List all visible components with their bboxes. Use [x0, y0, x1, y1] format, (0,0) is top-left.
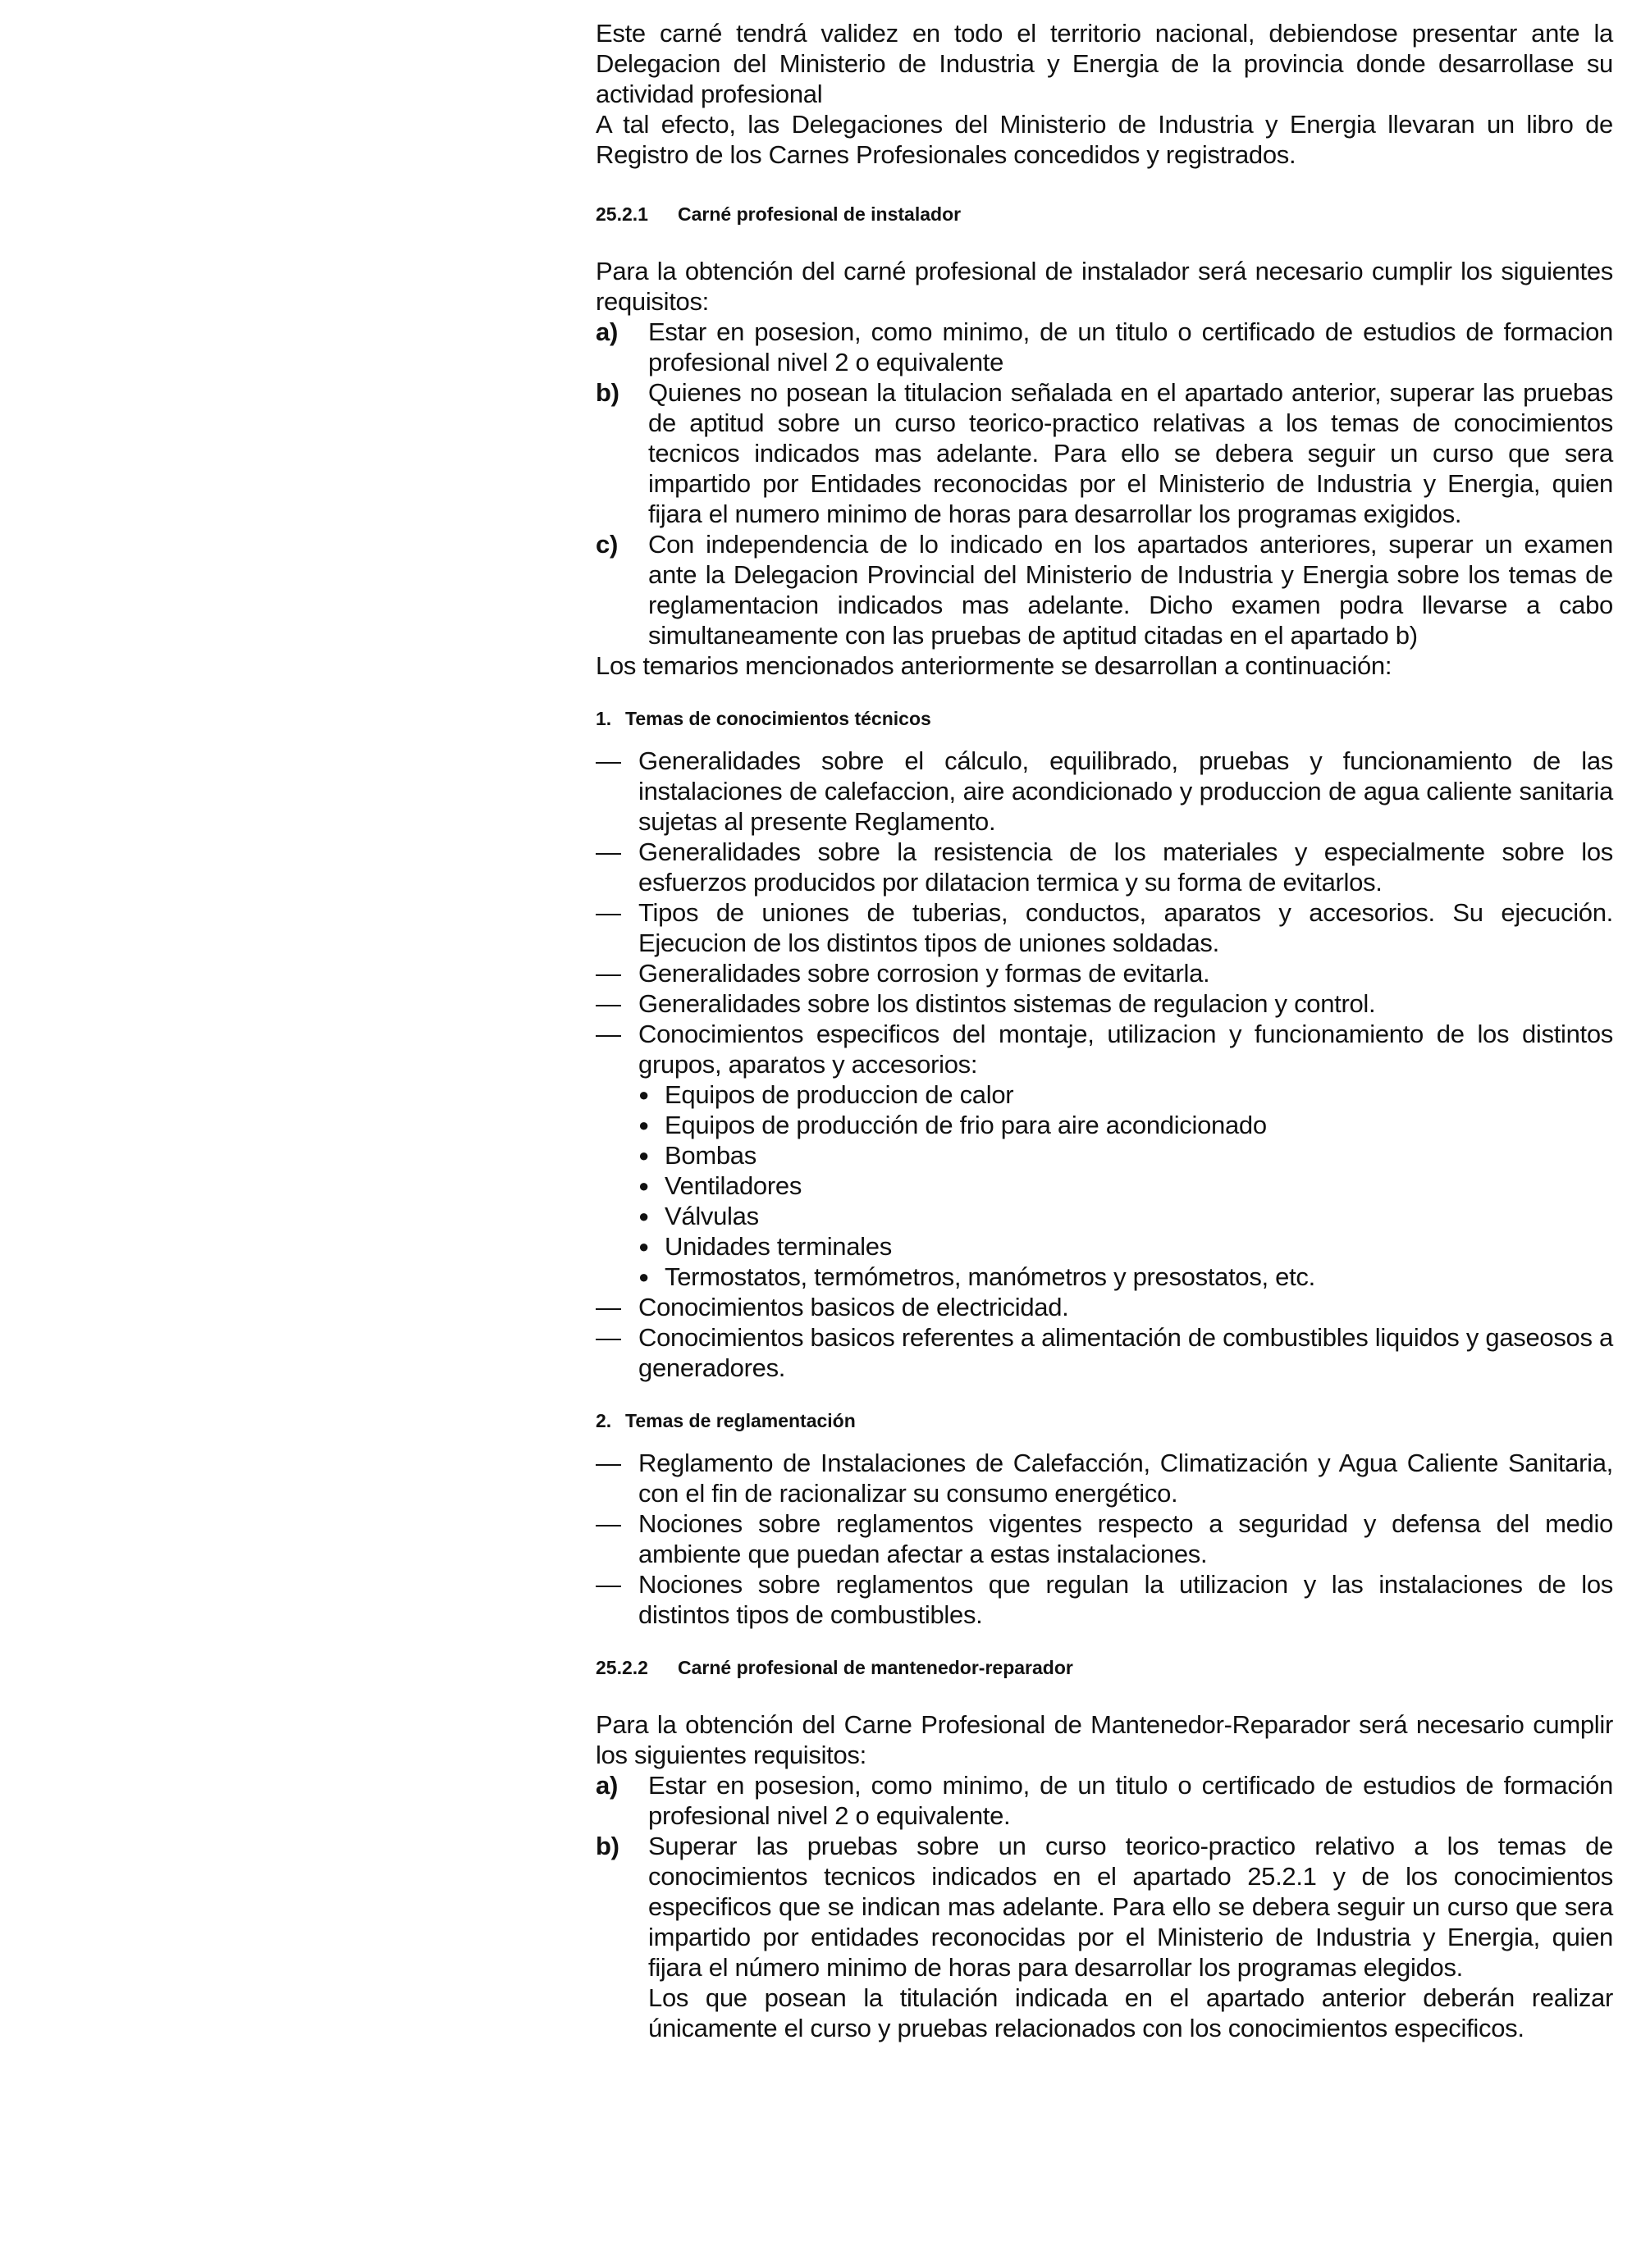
bullet-item [638, 1079, 1613, 1110]
item-text: Tipos de uniones de tuberias, conductos, aparatos y accesorios. Su ejecución. Ejecucion de los distintos tipos de uniones soldadas. [638, 898, 1613, 957]
lead-paragraph: Para la obtención del Carne Profesional de Mantenedor-Reparador será necesario cumplir los siguientes requisitos: [596, 1710, 1613, 1769]
item-text: Nociones sobre reglamentos que regulan la utilizacion y las instalaciones de los distintos tipos de combustibles. [638, 1570, 1613, 1629]
dash-marker: — [596, 898, 621, 927]
section-number: 25.2.1 [596, 203, 648, 225]
item-text: Unidades terminales [665, 1232, 892, 1261]
bullet-icon: ● [638, 1115, 649, 1135]
item-label: b) [596, 378, 619, 407]
dash-marker: — [596, 1449, 621, 1477]
item-text: Conocimientos especificos del montaje, utilizacion y funcionamiento de los distintos grupos, aparatos y accesorios: [638, 1020, 1613, 1079]
item-text: Generalidades sobre el cálculo, equilibrado, pruebas y funcionamiento de las instalaciones de calefaccion, aire acondicionado y produccion de agua caliente sanitaria sujetas al presente Reglamento. [638, 746, 1613, 836]
note-paragraph: Los que posean la titulación indicada en el apartado anterior deberán realizar únicamente el curso y pruebas relacionados con los conocimientos especificos. [648, 1983, 1613, 2042]
intro-paragraph: A tal efecto, las Delegaciones del Ministerio de Industria y Energia llevaran un libro de Registro de los Carnes Profesionales concedidos y registrados. [596, 110, 1613, 169]
bullet-item [638, 1231, 1613, 1262]
item-text: Con independencia de lo indicado en los apartados anteriores, superar un examen ante la Delegacion Provincial del Ministerio de Industria y Energia sobre los temas de reglamentacion indicados mas adelante. Dicho examen podra llevarse a cabo simultaneamente con las pruebas de aptitud citadas en el apartado b) [648, 530, 1613, 650]
topic-title: Temas de conocimientos técnicos [625, 708, 931, 729]
bullet-item [638, 1110, 1613, 1140]
topic-heading-1 [596, 704, 1613, 734]
dash-list-item [596, 746, 1613, 837]
section-heading-25-2-2 [596, 1653, 1613, 1683]
dash-marker: — [596, 1509, 621, 1538]
dash-marker: — [596, 746, 621, 775]
dash-list-item [596, 1292, 1613, 1322]
item-label: a) [596, 1771, 618, 1800]
section-title: Carné profesional de instalador [678, 203, 962, 225]
item-label: b) [596, 1832, 619, 1860]
item-text: Generalidades sobre los distintos sistemas de regulacion y control. [638, 989, 1376, 1018]
section-number: 25.2.2 [596, 1657, 648, 1678]
item-label: a) [596, 317, 618, 346]
bullet-item [638, 1171, 1613, 1201]
dash-list-item [596, 897, 1613, 958]
dash-marker: — [596, 959, 621, 988]
closing-paragraph: Los temarios mencionados anteriormente se desarrollan a continuación: [596, 651, 1392, 680]
dash-marker: — [596, 1570, 621, 1599]
dash-list-item [596, 1448, 1613, 1508]
section-title: Carné profesional de mantenedor-reparador [678, 1657, 1073, 1678]
item-text: Ventiladores [665, 1171, 802, 1200]
list-item [596, 1831, 1613, 1983]
intro-paragraph: Este carné tendrá validez en todo el territorio nacional, debiendose presentar ante la Delegacion del Ministerio de Industria y Energia de la provincia donde desarrollase su actividad profesional [596, 19, 1613, 108]
document-page [596, 18, 1613, 2043]
item-text: Termostatos, termómetros, manómetros y presostatos, etc. [665, 1262, 1315, 1291]
item-text: Equipos de producción de frio para aire acondicionado [665, 1111, 1267, 1139]
bullet-icon: ● [638, 1145, 649, 1166]
bullet-item [638, 1262, 1613, 1292]
bullet-item [638, 1201, 1613, 1231]
item-text: Quienes no posean la titulacion señalada en el apartado anterior, superar las pruebas de aptitud sobre un curso teorico-practico relativas a los temas de conocimientos tecnicos indicados mas adelante. Para ello se debera seguir un curso que sera impartido por Entidades reconocidas por el Ministerio de Industria y Energia, quien fijara el numero minimo de horas para desarrollar los programas exigidos. [648, 378, 1613, 528]
item-text: Válvulas [665, 1202, 759, 1230]
dash-marker: — [596, 1293, 621, 1321]
lead-paragraph: Para la obtención del carné profesional de instalador será necesario cumplir los siguientes requisitos: [596, 257, 1613, 316]
bullet-icon: ● [638, 1206, 649, 1226]
dash-list-item [596, 837, 1613, 897]
dash-list-item [596, 1019, 1613, 1079]
item-label: c) [596, 530, 618, 559]
bullet-icon: ● [638, 1266, 649, 1287]
section-heading-25-2-1 [596, 199, 1613, 230]
dash-list-item [596, 1322, 1613, 1383]
list-item [596, 1770, 1613, 1831]
item-text: Bombas [665, 1141, 757, 1170]
dash-marker: — [596, 837, 621, 866]
dash-list-item [596, 988, 1613, 1019]
bullet-item [638, 1140, 1613, 1171]
dash-list-item [596, 1508, 1613, 1569]
topic-heading-2 [596, 1406, 1613, 1436]
item-text: Superar las pruebas sobre un curso teorico-practico relativo a los temas de conocimientos tecnicos indicados en el apartado 25.2.1 y de los conocimientos especificos que se indican mas adelante. Para ello se debera seguir un curso que sera impartido por entidades reconocidas por el Ministerio de Industria y Energia, quien fijara el número minimo de horas para desarrollar los programas elegidos. [648, 1832, 1613, 1982]
topic-number: 1. [596, 708, 612, 729]
dash-marker: — [596, 1020, 621, 1048]
item-text: Generalidades sobre corrosion y formas de evitarla. [638, 959, 1210, 988]
list-item [596, 377, 1613, 529]
item-text: Generalidades sobre la resistencia de los materiales y especialmente sobre los esfuerzos producidos por dilatacion termica y su forma de evitarlos. [638, 837, 1613, 897]
item-text: Conocimientos basicos referentes a alimentación de combustibles liquidos y gaseosos a generadores. [638, 1323, 1613, 1382]
topic-number: 2. [596, 1410, 612, 1431]
item-text: Reglamento de Instalaciones de Calefacción, Climatización y Agua Caliente Sanitaria, con el fin de racionalizar su consumo energético. [638, 1449, 1613, 1508]
dash-marker: — [596, 989, 621, 1018]
item-text: Estar en posesion, como minimo, de un titulo o certificado de estudios de formación profesional nivel 2 o equivalente. [648, 1771, 1613, 1830]
bullet-icon: ● [638, 1084, 649, 1105]
dash-list-item [596, 1569, 1613, 1630]
bullet-icon: ● [638, 1236, 649, 1257]
item-text: Equipos de produccion de calor [665, 1080, 1014, 1109]
list-item [596, 317, 1613, 377]
topic-title: Temas de reglamentación [625, 1410, 856, 1431]
dash-list-item [596, 958, 1613, 988]
item-text: Estar en posesion, como minimo, de un titulo o certificado de estudios de formacion profesional nivel 2 o equivalente [648, 317, 1613, 376]
list-item [596, 529, 1613, 650]
dash-marker: — [596, 1323, 621, 1352]
bullet-icon: ● [638, 1175, 649, 1196]
item-text: Nociones sobre reglamentos vigentes respecto a seguridad y defensa del medio ambiente que puedan afectar a estas instalaciones. [638, 1509, 1613, 1568]
item-text: Conocimientos basicos de electricidad. [638, 1293, 1069, 1321]
